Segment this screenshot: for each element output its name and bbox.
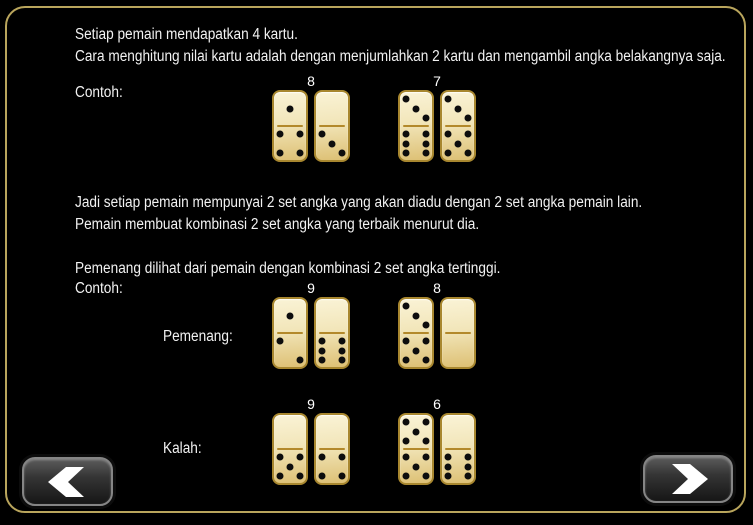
- tile-half-4-pips: [316, 450, 348, 483]
- rules-line-1: Setiap pemain mendapatkan 4 kartu.: [75, 26, 298, 43]
- tile-half-3-pips: [442, 92, 474, 125]
- domino-tile-3-5: [440, 90, 476, 162]
- pip: [338, 356, 345, 363]
- pip: [445, 463, 452, 470]
- pip: [296, 472, 303, 479]
- pip: [445, 131, 452, 138]
- pip: [422, 149, 429, 156]
- pip: [287, 105, 294, 112]
- pip: [445, 149, 452, 156]
- pip: [277, 472, 284, 479]
- pip: [422, 131, 429, 138]
- tile-half-5-pips: [442, 127, 474, 160]
- pip: [422, 454, 429, 461]
- domino-row-pemenang: [0, 281, 753, 377]
- pip: [277, 149, 284, 156]
- pair-sum-label: 7: [433, 73, 441, 89]
- pip: [422, 321, 429, 328]
- rules-line-2: Cara menghitung nilai kartu adalah dengan menjumlahkan 2 kartu dan mengambil angka belakangnya saja.: [75, 48, 726, 65]
- pip: [296, 149, 303, 156]
- pip: [319, 131, 326, 138]
- domino-row-contoh-1: [0, 74, 753, 170]
- domino-pair: [272, 397, 350, 485]
- pip: [413, 105, 420, 112]
- tile-half-3-pips: [316, 127, 348, 160]
- pip: [319, 472, 326, 479]
- pip: [403, 338, 410, 345]
- pip: [413, 463, 420, 470]
- domino-pair: [272, 74, 350, 162]
- domino-tile-0-6: [440, 413, 476, 485]
- pip: [403, 149, 410, 156]
- domino-tile-3-6: [398, 90, 434, 162]
- chevron-right-icon: [658, 459, 718, 499]
- rules-line-3: Jadi setiap pemain mempunyai 2 set angka yang akan diadu dengan 2 set angka pemain lain.: [75, 194, 643, 211]
- pip: [338, 338, 345, 345]
- pip: [287, 312, 294, 319]
- tile-half-0-pips: [442, 334, 474, 367]
- tile-group: [398, 297, 476, 369]
- domino-tile-1-2: [272, 297, 308, 369]
- domino-tile-0-0: [440, 297, 476, 369]
- pip: [319, 454, 326, 461]
- tile-group: [272, 297, 350, 369]
- pip: [296, 454, 303, 461]
- pip: [319, 356, 326, 363]
- pip: [445, 96, 452, 103]
- pip: [338, 454, 345, 461]
- tile-half-0-pips: [442, 299, 474, 332]
- pip: [277, 131, 284, 138]
- pair-sum-label: 9: [307, 280, 315, 296]
- pip: [329, 140, 336, 147]
- pip: [403, 131, 410, 138]
- tile-half-1-pips: [274, 92, 306, 125]
- tile-half-0-pips: [274, 415, 306, 448]
- domino-tile-3-5: [398, 297, 434, 369]
- pip: [338, 472, 345, 479]
- pip: [422, 338, 429, 345]
- pip: [422, 140, 429, 147]
- winner-label: Pemenang:: [163, 328, 233, 345]
- tile-half-0-pips: [316, 92, 348, 125]
- pip: [464, 463, 471, 470]
- pair-sum-label: 8: [433, 280, 441, 296]
- loser-label: Kalah:: [163, 440, 202, 457]
- pip: [422, 419, 429, 426]
- next-button[interactable]: [643, 455, 733, 503]
- pair-sum-label: 8: [307, 73, 315, 89]
- pip: [422, 114, 429, 121]
- tile-half-3-pips: [400, 299, 432, 332]
- pip: [413, 428, 420, 435]
- tile-half-2-pips: [274, 334, 306, 367]
- tile-half-6-pips: [442, 450, 474, 483]
- pip: [464, 472, 471, 479]
- tile-group: [272, 413, 350, 485]
- pip: [287, 463, 294, 470]
- pip: [338, 347, 345, 354]
- tile-half-5-pips: [400, 334, 432, 367]
- domino-pair: [398, 74, 476, 162]
- pip: [277, 454, 284, 461]
- pip: [413, 347, 420, 354]
- pip: [403, 437, 410, 444]
- domino-tile-0-6: [314, 297, 350, 369]
- domino-pair: [398, 281, 476, 369]
- domino-tile-1-4: [272, 90, 308, 162]
- pip: [319, 338, 326, 345]
- tile-half-3-pips: [400, 92, 432, 125]
- pip: [338, 149, 345, 156]
- pip: [403, 356, 410, 363]
- pip: [403, 140, 410, 147]
- contoh-label-1: Contoh:: [75, 84, 123, 101]
- pip: [464, 149, 471, 156]
- tile-group: [398, 90, 476, 162]
- pip: [422, 472, 429, 479]
- pip: [403, 454, 410, 461]
- pip: [455, 140, 462, 147]
- domino-pair: [398, 397, 476, 485]
- pip: [445, 472, 452, 479]
- pip: [464, 114, 471, 121]
- tile-half-0-pips: [316, 415, 348, 448]
- pip: [464, 454, 471, 461]
- tile-half-5-pips: [400, 450, 432, 483]
- pair-sum-label: 6: [433, 396, 441, 412]
- pip: [403, 96, 410, 103]
- tile-half-0-pips: [316, 299, 348, 332]
- domino-tile-5-5: [398, 413, 434, 485]
- tile-half-4-pips: [274, 127, 306, 160]
- pip: [277, 338, 284, 345]
- pip: [413, 312, 420, 319]
- domino-pair: [272, 281, 350, 369]
- tile-half-0-pips: [442, 415, 474, 448]
- pip: [445, 454, 452, 461]
- domino-tile-0-4: [314, 413, 350, 485]
- pip: [455, 105, 462, 112]
- domino-tile-0-3: [314, 90, 350, 162]
- tile-group: [398, 413, 476, 485]
- tile-half-5-pips: [400, 415, 432, 448]
- tile-half-1-pips: [274, 299, 306, 332]
- pair-sum-label: 9: [307, 396, 315, 412]
- pip: [403, 472, 410, 479]
- pip: [296, 131, 303, 138]
- pip: [422, 437, 429, 444]
- tile-group: [272, 90, 350, 162]
- chevron-left-icon: [38, 462, 98, 502]
- pip: [319, 347, 326, 354]
- tile-half-6-pips: [316, 334, 348, 367]
- pip: [464, 131, 471, 138]
- rules-line-5: Pemenang dilihat dari pemain dengan kombinasi 2 set angka tertinggi.: [75, 260, 501, 277]
- pip: [422, 356, 429, 363]
- tile-half-5-pips: [274, 450, 306, 483]
- domino-tile-0-5: [272, 413, 308, 485]
- pip: [296, 356, 303, 363]
- rules-line-4: Pemain membuat kombinasi 2 set angka yang terbaik menurut dia.: [75, 216, 480, 233]
- contoh-label-2: Contoh:: [75, 280, 123, 297]
- prev-button[interactable]: [22, 457, 113, 506]
- pip: [403, 419, 410, 426]
- tile-half-6-pips: [400, 127, 432, 160]
- pip: [403, 303, 410, 310]
